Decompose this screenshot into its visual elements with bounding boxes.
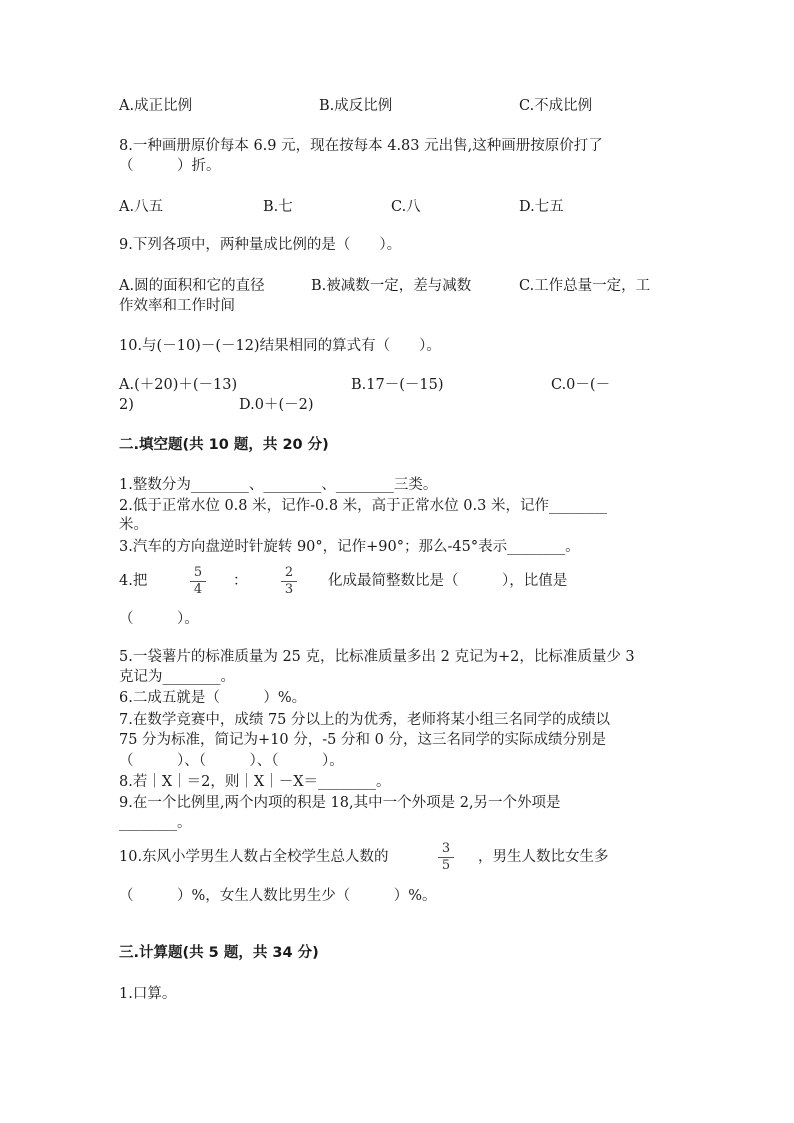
q9-option-c-continued: 作效率和工作时间 xyxy=(119,298,235,314)
fraction-numerator: 2 xyxy=(284,565,294,580)
fill-q4-suffix: 化成最简整数比是（ ），比值是 xyxy=(328,573,568,589)
fill-q3: 3.汽车的方向盘逆时针旋转 90°，记作+90°；那么-45°表示________。 xyxy=(119,539,580,555)
fill-q5-line2: 克记为________。 xyxy=(119,669,235,685)
section3-heading: 三.计算题(共 5 题，共 34 分) xyxy=(119,945,319,961)
q8-stem-line1: 8.一种画册原价每本 6.9 元，现在按每本 4.83 元出售,这种画册按原价打了 xyxy=(119,138,603,154)
fill-q7-line3: （ ）、（ ）、（ ）。 xyxy=(119,753,344,769)
calc-q1: 1.口算。 xyxy=(119,986,177,1002)
fill-q7-line2: 75 分为标准，简记为+10 分，-5 分和 0 分，这三名同学的实际成绩分别是 xyxy=(119,732,606,748)
fill-q4-colon: ： xyxy=(233,573,248,589)
q7-option-b: B.成反比例 xyxy=(319,98,393,114)
q8-option-a: A.八五 xyxy=(119,199,164,215)
section2-heading: 二.填空题(共 10 题，共 20 分) xyxy=(119,437,329,453)
q10-option-c: C.0－(－ xyxy=(551,377,611,393)
q8-option-d: D.七五 xyxy=(519,199,564,215)
fill-q2-line1: 2.低于正常水位 0.8 米，记作-0.8 米，高于正常水位 0.3 米，记作________ xyxy=(119,498,607,514)
fill-q10-line2: （ ）%，女生人数比男生少（ ）%。 xyxy=(119,888,437,904)
fraction-numerator: 5 xyxy=(193,565,203,580)
fill-q4-prefix: 4.把 xyxy=(119,573,148,589)
q8-option-b: B.七 xyxy=(263,199,293,215)
q7-option-c: C.不成比例 xyxy=(519,98,593,114)
q9-stem: 9.下列各项中，两种量成比例的是（ ）。 xyxy=(119,237,402,253)
q10-option-a: A.(＋20)＋(－13) xyxy=(119,377,238,393)
q8-stem-line2: （ ）折。 xyxy=(119,158,221,174)
fill-q1: 1.整数分为________、________、________三类。 xyxy=(119,477,438,493)
fill-q8: 8.若｜X｜＝2，则｜X｜－X＝________。 xyxy=(119,774,391,790)
q10-option-c-continued: 2) xyxy=(119,397,134,413)
fraction-5-4 xyxy=(188,566,208,597)
fill-q9-line2: ________。 xyxy=(119,815,192,831)
q7-option-a: A.成正比例 xyxy=(119,98,193,114)
fill-q2-line2: 米。 xyxy=(119,517,148,533)
fill-q6: 6.二成五就是（ ）%。 xyxy=(119,690,307,706)
q9-option-b: B.被减数一定，差与减数 xyxy=(311,278,472,294)
fill-q5-line1: 5.一袋薯片的标准质量为 25 克，比标准质量多出 2 克记为+2，比标准质量少 3 xyxy=(119,649,635,665)
fraction-3-5 xyxy=(436,842,456,873)
q10-option-d: D.0＋(－2) xyxy=(239,397,314,413)
q9-option-c: C.工作总量一定，工 xyxy=(519,278,651,294)
fill-q10-suffix: ，男生人数比女生多 xyxy=(478,849,609,865)
fill-q10-prefix: 10.东风小学男生人数占全校学生总人数的 xyxy=(119,849,389,865)
q10-option-b: B.17－(－15) xyxy=(351,377,444,393)
fraction-denominator: 5 xyxy=(441,858,451,873)
fraction-numerator: 3 xyxy=(441,841,451,856)
q8-option-c: C.八 xyxy=(391,199,421,215)
fraction-2-3 xyxy=(279,566,299,597)
q9-option-a: A.圆的面积和它的直径 xyxy=(119,278,265,294)
q10-stem: 10.与(－10)－(－12)结果相同的算式有（ ）。 xyxy=(119,338,441,354)
fill-q7-line1: 7.在数学竞赛中，成绩 75 分以上的为优秀，老师将某小组三名同学的成绩以 xyxy=(119,712,611,728)
fraction-denominator: 4 xyxy=(193,582,203,597)
fill-q9-line1: 9.在一个比例里,两个内项的积是 18,其中一个外项是 2,另一个外项是 xyxy=(119,795,561,811)
fill-q4-line2: （ ）。 xyxy=(119,611,199,627)
fraction-denominator: 3 xyxy=(284,582,294,597)
